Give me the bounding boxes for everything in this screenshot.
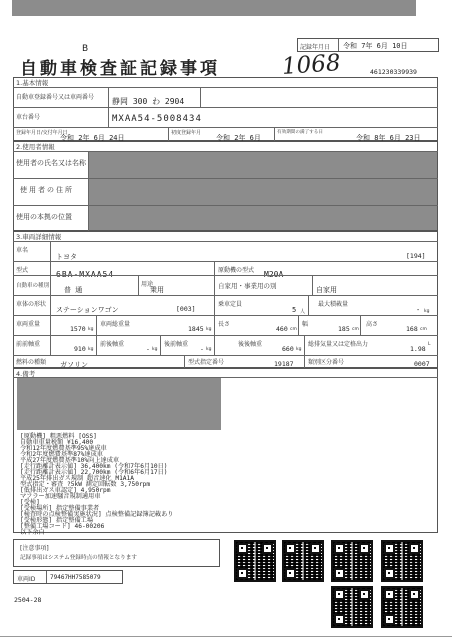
front-rear-axle-label: 前後軸重: [100, 341, 125, 348]
usage-label: 用途: [141, 281, 154, 288]
qr-code-3: [331, 540, 373, 582]
qr-code-6: [381, 586, 423, 628]
kind-label: 自動車の種別: [16, 283, 50, 289]
qr-code-2: [282, 540, 324, 582]
type-designation-label: 型式指定番号: [188, 359, 225, 366]
weight-unit: kg: [88, 327, 94, 332]
height-value: 168: [406, 325, 418, 333]
qr-code-4: [381, 540, 423, 582]
engine-value: M20A: [264, 270, 284, 279]
capacity-value: 5: [292, 306, 297, 314]
body-value: ステーションワゴン: [56, 306, 119, 314]
front-axle-label: 前前軸重: [16, 341, 41, 348]
front-rear-axle-unit: kg: [152, 347, 158, 352]
max-load-unit: kg: [424, 309, 430, 314]
height-unit: cm: [420, 327, 427, 332]
vehicle-id-box: [13, 570, 123, 584]
body-label: 車体の形状: [16, 301, 47, 308]
first-year-label: 初度登録年月: [171, 130, 202, 136]
user-name-label: 使用者の氏名又は名称: [16, 159, 86, 167]
record-date-value: 令和 7年 6月 10日: [343, 42, 408, 50]
maker-label: 車名: [16, 247, 29, 254]
remarks-line: [検査時の点検整備実施状況] 点検整備記録簿記載あり: [20, 511, 174, 518]
front-axle-unit: kg: [88, 347, 94, 352]
gross-weight-value: 1845: [188, 325, 204, 333]
length-label: 長さ: [218, 321, 231, 328]
notice-label: [注意事項]: [20, 545, 49, 552]
rear-rear-axle-value: 660: [282, 345, 294, 353]
redacted-remarks-top: [17, 378, 221, 430]
redacted-user-name: [89, 152, 437, 178]
record-date-label: 記録年月日: [300, 44, 331, 51]
width-unit: cm: [352, 327, 359, 332]
remarks-line: [低排出ガス車認定] 4,950rpm: [20, 487, 111, 494]
expiry-label: 有効期間の満了する日: [277, 130, 323, 135]
page-marker: B: [82, 44, 89, 54]
engine-label: 原動機の型式: [218, 267, 255, 274]
section-vehicle-heading: 3.車両詳細情報: [16, 233, 62, 241]
first-registration-label: 登録年月日/交付年月日: [16, 130, 68, 136]
remarks-line: [走行距離計表示値] 36,400km (令和7年6月10日): [20, 463, 168, 470]
section-remarks-heading: 4.備考: [16, 370, 36, 378]
max-load-value: -: [416, 306, 421, 314]
front-rear-axle-value: -: [146, 345, 150, 353]
vehicle-id-label: 車両ID: [17, 576, 36, 583]
redacted-base-location: [89, 206, 437, 230]
document-title: 自動車検査証記録事項: [20, 59, 220, 79]
purpose-label: 自家用・事業用の別: [218, 282, 277, 290]
remarks-line: マフラー加速騒音規制適用車: [20, 493, 101, 500]
category-label: 類別区分番号: [308, 359, 345, 366]
displacement-value: 1.98: [410, 345, 426, 353]
remarks-line: [受検形態] 指定整備工場: [20, 517, 94, 524]
qr-code-1: [234, 540, 276, 582]
redacted-user-address: [89, 179, 437, 205]
remarks-lines: [20, 431, 220, 536]
rear-front-axle-value: -: [200, 345, 204, 353]
width-label: 幅: [302, 321, 309, 328]
remarks-line: [受検場所] 指定整備事業者: [20, 505, 100, 512]
remarks-line: 型式指定・審査 ?5kW 測定回転数 3,750rpm: [20, 481, 151, 488]
usage-value: 乗用: [150, 286, 164, 294]
chassis-value: MXAA54-5008434: [112, 114, 202, 124]
rear-rear-axle-unit: kg: [296, 347, 302, 352]
weight-label: 車両重量: [16, 321, 41, 328]
capacity-unit: 人: [300, 309, 306, 315]
record-date-box: [297, 38, 439, 52]
length-value: 460: [276, 325, 288, 333]
document-number: 461230339939: [370, 68, 417, 76]
height-label: 高さ: [366, 321, 379, 328]
footer-notice-box: [13, 539, 220, 567]
expiry-value: 令和 8年 6月 23日: [356, 134, 421, 142]
displacement-label: 総排気量又は定格出力: [308, 341, 369, 348]
capacity-label: 乗車定員: [218, 301, 243, 308]
first-year-value: 令和 2年 6月: [216, 134, 261, 142]
base-location-label: 使用の本拠の位置: [16, 213, 72, 221]
remarks-line: 平成27年度燃費基準10%向上達成車: [20, 457, 120, 464]
category-value: 0007: [414, 360, 430, 368]
remarks-line: 自動車重量税額 ¥16,400: [20, 439, 94, 446]
qr-code-5: [331, 586, 373, 628]
redacted-top-bar: [12, 0, 416, 16]
remarks-line: 平成25年排出ガス規制 超音速化 M1A1A: [20, 475, 134, 482]
first-registration-value: 令和 2年 6月 24日: [60, 134, 125, 142]
body-code: [003]: [176, 305, 196, 313]
remarks-line: 以下余白: [20, 529, 45, 536]
section-user-heading: 2.使用者情報: [16, 143, 55, 151]
front-axle-value: 910: [74, 345, 86, 353]
chassis-label: 車台番号: [16, 114, 41, 121]
rear-front-axle-unit: kg: [206, 347, 212, 352]
handwritten-number: 1068: [281, 49, 342, 81]
purpose-value: 自家用: [316, 286, 337, 294]
displacement-unit: L: [428, 342, 431, 347]
maker-value: トヨタ: [56, 253, 77, 261]
maker-code: [194]: [406, 252, 426, 260]
gross-weight-label: 車両総重量: [100, 321, 131, 328]
gross-weight-unit: kg: [206, 327, 212, 332]
kind-value: 普 通: [64, 286, 83, 294]
width-value: 185: [338, 325, 350, 333]
remarks-line: 令和12年度燃費基準95%達成車: [20, 445, 107, 452]
remarks-line: [整備工場コード] 46-00206: [20, 523, 105, 530]
fuel-label: 燃料の種類: [16, 359, 47, 366]
max-load-label: 最大積載量: [318, 301, 349, 308]
model-label: 型式: [16, 267, 29, 274]
registration-label: 自動車登録番号又は車両番号: [16, 94, 95, 101]
user-address-label: 使用者の住所: [20, 186, 74, 194]
type-designation-value: 19187: [274, 360, 294, 368]
length-unit: cm: [290, 327, 297, 332]
vehicle-id-value: 79467HH7585079: [50, 574, 101, 581]
section-basic-heading: 1.基本情報: [16, 79, 49, 87]
bottom-rule: [0, 636, 452, 637]
fuel-value: ガソリン: [60, 361, 88, 369]
form-code: 2504-28: [14, 596, 42, 604]
model-value: 6BA-MXAA54: [56, 270, 115, 279]
rear-front-axle-label: 後前軸重: [164, 341, 189, 348]
registration-value: 静岡 300 わ 2904: [112, 97, 185, 106]
notice-text: 記録事項はシステム登録時点の情報となります: [20, 555, 137, 561]
remarks-line: [走行距離計表示値] 22,700km (令和6年6月17日): [20, 469, 168, 476]
remarks-line: [受検]: [20, 499, 40, 506]
weight-value: 1570: [70, 325, 86, 333]
remarks-line: [原動機] 粗悪燃料 [OSS]: [20, 433, 97, 440]
rear-rear-axle-label: 後後軸重: [238, 341, 263, 348]
remarks-line: 令和2年度燃費基準87%達成車: [20, 451, 103, 458]
